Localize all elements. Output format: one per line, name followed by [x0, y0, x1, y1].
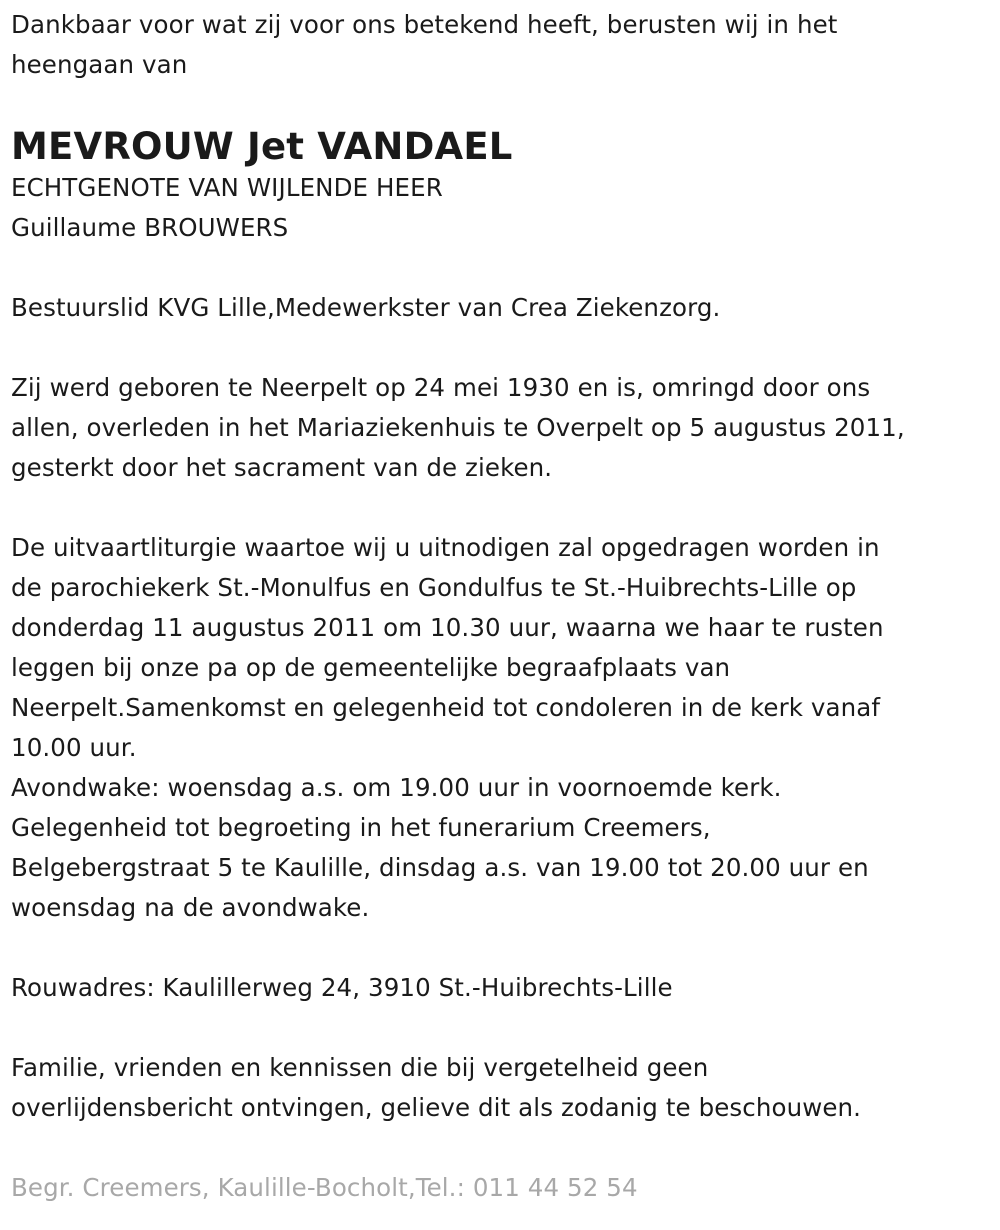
address-paragraph	[11, 968, 971, 1008]
visitation-line: woensdag na de avondwake.	[11, 893, 370, 922]
roles-line: Bestuurslid KVG Lille,Medewerkster van Crea Ziekenzorg.	[11, 293, 721, 322]
spacer	[11, 85, 971, 125]
spacer	[11, 328, 971, 368]
ceremony-line: De uitvaartliturgie waartoe wij u uitnodigen zal opgedragen worden in	[11, 533, 880, 562]
ceremony-line: leggen bij onze pa op de gemeentelijke begraafplaats van	[11, 653, 731, 682]
death-notice	[11, 5, 971, 1208]
mourning-address: Rouwadres: Kaulillerweg 24, 3910 St.-Huibrechts-Lille	[11, 973, 673, 1002]
spouse-name: Guillaume BROUWERS	[11, 213, 289, 242]
spacer	[11, 1128, 971, 1168]
deceased-name: MEVROUW Jet VANDAEL	[11, 125, 513, 168]
spacer	[11, 1008, 971, 1048]
ceremony-paragraph	[11, 528, 971, 928]
visitation-line: Gelegenheid tot begroeting in het funerarium Creemers,	[11, 813, 711, 842]
life-line: allen, overleden in het Mariaziekenhuis te Overpelt op 5 augustus 2011,	[11, 413, 905, 442]
spacer	[11, 928, 971, 968]
intro-line: heengaan van	[11, 50, 188, 79]
ceremony-line: de parochiekerk St.-Monulfus en Gondulfus te St.-Huibrechts-Lille op	[11, 573, 857, 602]
life-line: Zij werd geboren te Neerpelt op 24 mei 1930 en is, omringd door ons	[11, 373, 871, 402]
roles-paragraph	[11, 288, 971, 328]
spacer	[11, 488, 971, 528]
family-line: Familie, vrienden en kennissen die bij vergetelheid geen	[11, 1053, 709, 1082]
family-paragraph	[11, 1048, 971, 1128]
ceremony-line: Neerpelt.Samenkomst en gelegenheid tot condoleren in de kerk vanaf	[11, 693, 881, 722]
spacer	[11, 248, 971, 288]
spouse-title: ECHTGENOTE VAN WIJLENDE HEER	[11, 173, 443, 202]
intro-paragraph	[11, 5, 971, 85]
funeral-home-footer: Begr. Creemers, Kaulille-Bocholt,Tel.: 011 44 52 54	[11, 1173, 638, 1202]
life-line: gesterkt door het sacrament van de zieken.	[11, 453, 553, 482]
wake-line: Avondwake: woensdag a.s. om 19.00 uur in voornoemde kerk.	[11, 773, 782, 802]
intro-line: Dankbaar voor wat zij voor ons betekend heeft, berusten wij in het	[11, 10, 838, 39]
life-paragraph	[11, 368, 971, 488]
visitation-line: Belgebergstraat 5 te Kaulille, dinsdag a.s. van 19.00 tot 20.00 uur en	[11, 853, 869, 882]
family-line: overlijdensbericht ontvingen, gelieve dit als zodanig te beschouwen.	[11, 1093, 862, 1122]
ceremony-line: donderdag 11 augustus 2011 om 10.30 uur, waarna we haar te rusten	[11, 613, 884, 642]
spouse-block	[11, 168, 971, 248]
ceremony-line: 10.00 uur.	[11, 733, 137, 762]
